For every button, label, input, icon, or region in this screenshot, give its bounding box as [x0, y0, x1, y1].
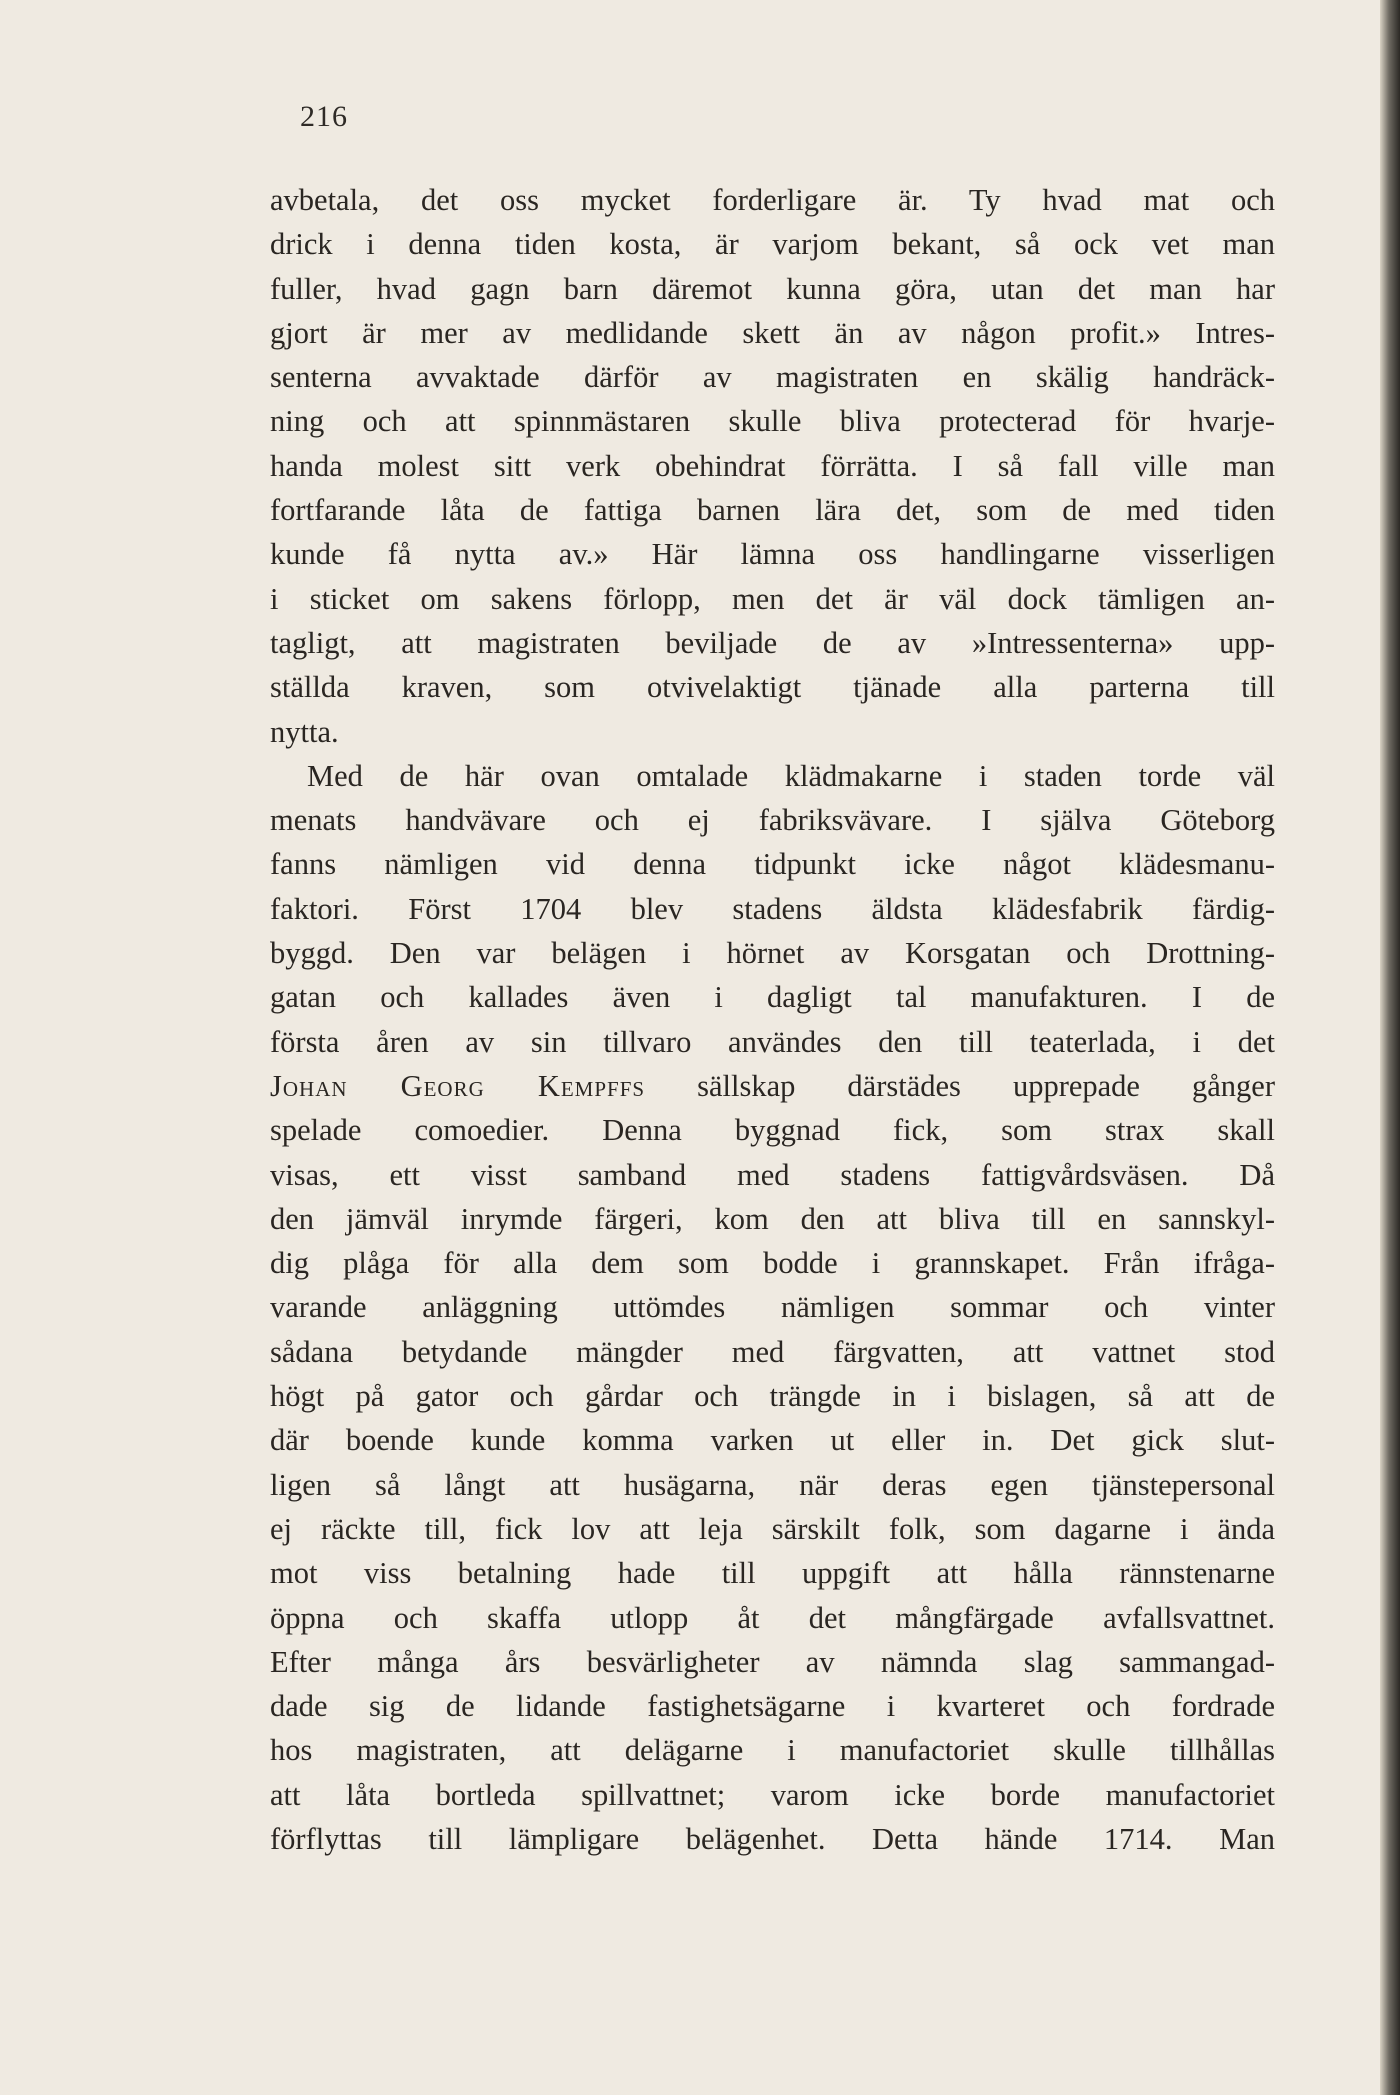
- text-line: mot viss betalning hade till uppgift att hålla rännstenarne: [270, 1556, 1275, 1591]
- text-line: fanns nämligen vid denna tidpunkt icke något klädesmanu-: [270, 847, 1275, 882]
- text-line: ligen så långt att husägarna, när deras egen tjänstepersonal: [270, 1467, 1275, 1502]
- body-text: [270, 178, 1275, 1861]
- text-line: faktori. Först 1704 blev stadens äldsta klädesfabrik färdig-: [270, 891, 1275, 926]
- text-line: Efter många års besvärligheter av nämnda slag sammangad-: [270, 1644, 1275, 1679]
- page-number: 216: [300, 100, 348, 133]
- text-line: i sticket om sakens förlopp, men det är väl dock tämligen an-: [270, 581, 1275, 616]
- text-line: nytta.: [270, 714, 339, 749]
- text-line: varande anläggning uttömdes nämligen sommar och vinter: [270, 1290, 1275, 1325]
- text-line: drick i denna tiden kosta, är varjom bekant, så ock vet man: [270, 227, 1275, 262]
- text-line: handa molest sitt verk obehindrat förrätta. I så fall ville man: [270, 448, 1275, 483]
- text-line: den jämväl inrymde färgeri, kom den att bliva till en sannskyl-: [270, 1201, 1275, 1236]
- text-line: gjort är mer av medlidande skett än av någon profit.» Intres-: [270, 315, 1275, 350]
- text-line: senterna avvaktade därför av magistraten en skälig handräck-: [270, 360, 1275, 395]
- text-line: förflyttas till lämpligare belägenhet. Detta hände 1714. Man: [270, 1821, 1275, 1856]
- text-line: första åren av sin tillvaro användes den till teaterlada, i det: [270, 1024, 1275, 1059]
- text-line: visas, ett visst samband med stadens fattigvårdsväsen. Då: [270, 1157, 1275, 1192]
- text-line: ej räckte till, fick lov att leja särskilt folk, som dagarne i ända: [270, 1511, 1275, 1546]
- text-line: högt på gator och gårdar och trängde in i bislagen, så att de: [270, 1379, 1275, 1414]
- text-line: avbetala, det oss mycket forderligare är. Ty hvad mat och: [270, 183, 1275, 217]
- text-line: sådana betydande mängder med färgvatten, att vattnet stod: [270, 1334, 1275, 1369]
- text-line-rest: sällskap därstädes upprepade gånger: [697, 1068, 1275, 1103]
- text-line: att låta bortleda spillvattnet; varom icke borde manufactoriet: [270, 1777, 1275, 1812]
- text-line: menats handvävare och ej fabriksvävare. I själva Göteborg: [270, 803, 1275, 838]
- text-line: Med de här ovan omtalade klädmakarne i staden torde väl: [307, 758, 1275, 793]
- text-line: byggd. Den var belägen i hörnet av Korsgatan och Drottning-: [270, 936, 1275, 971]
- text-line: spelade comoedier. Denna byggnad fick, som strax skall: [270, 1113, 1275, 1148]
- text-line: öppna och skaffa utlopp åt det mångfärgade avfallsvattnet.: [270, 1600, 1275, 1635]
- text-line: ställda kraven, som otvivelaktigt tjänade alla parterna till: [270, 670, 1275, 705]
- text-line: gatan och kallades även i dagligt tal manufakturen. I de: [270, 980, 1275, 1015]
- person-name: Johan Georg Kempffs: [270, 1068, 646, 1103]
- page-edge-shadow: [1380, 0, 1400, 2095]
- text-line: ning och att spinnmästaren skulle bliva protecterad för hvarje-: [270, 404, 1275, 439]
- text-line: dade sig de lidande fastighetsägarne i kvarteret och fordrade: [270, 1689, 1275, 1724]
- text-line: där boende kunde komma varken ut eller in. Det gick slut-: [270, 1423, 1275, 1458]
- text-line: tagligt, att magistraten beviljade de av »Intressenterna» upp-: [270, 625, 1275, 660]
- text-line: dig plåga för alla dem som bodde i grannskapet. Från ifråga-: [270, 1246, 1275, 1281]
- text-line: fortfarande låta de fattiga barnen lära det, som de med tiden: [270, 493, 1275, 528]
- text-line: kunde få nytta av.» Här lämna oss handlingarne visserligen: [270, 537, 1275, 572]
- text-line: hos magistraten, att delägarne i manufactoriet skulle tillhållas: [270, 1733, 1275, 1768]
- text-line: [270, 1064, 1275, 1108]
- text-line: fuller, hvad gagn barn däremot kunna göra, utan det man har: [270, 271, 1275, 306]
